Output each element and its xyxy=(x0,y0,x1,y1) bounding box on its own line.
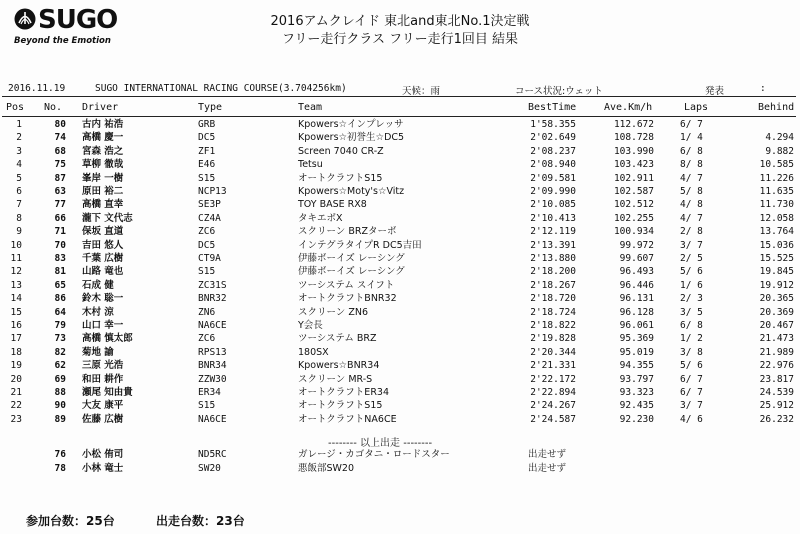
cell-no: 63 xyxy=(54,186,66,197)
cell-laps: 5/ 8 xyxy=(680,186,703,197)
cell-pos: 6 xyxy=(16,186,22,197)
cell-behind: 12.058 xyxy=(759,212,794,224)
cell-besttime: 2'10.085 xyxy=(530,199,576,211)
cell-besttime: 2'09.581 xyxy=(530,172,576,184)
cell-laps: 5/ 6 xyxy=(680,360,703,372)
cell-driver: 鈴木 聡一 xyxy=(82,293,124,305)
cell-behind: 11.730 xyxy=(759,199,794,211)
table-row xyxy=(0,225,800,238)
cell-besttime: 2'12.119 xyxy=(530,226,576,238)
cell-speed: 92.435 xyxy=(619,400,654,412)
cell-driver: 高橋 直幸 xyxy=(82,199,124,211)
table-row xyxy=(0,386,800,399)
cell-team: 180SX xyxy=(298,346,329,358)
cell-besttime: 2'18.822 xyxy=(530,320,576,331)
cell-besttime: 2'19.828 xyxy=(530,333,576,345)
cell-driver: 佐藤 広樹 xyxy=(82,413,124,425)
cell-team: オートクラフトNA6CE xyxy=(298,413,397,425)
cell-no: 76 xyxy=(54,449,66,460)
cell-behind: 24.539 xyxy=(759,387,794,398)
cell-team: ツーシステム BRZ xyxy=(298,333,377,345)
cell-speed: 96.128 xyxy=(619,306,654,318)
announce-time: : xyxy=(760,83,766,94)
cell-laps: 4/ 6 xyxy=(680,413,703,425)
cell-driver: 吉田 悠人 xyxy=(82,239,124,251)
cell-behind: 19.845 xyxy=(759,266,794,278)
brand-tagline: Beyond the Emotion xyxy=(14,36,111,46)
cell-laps: 6/ 8 xyxy=(680,320,703,331)
cell-laps: 8/ 8 xyxy=(680,159,703,171)
cell-besttime: 2'22.172 xyxy=(530,373,576,385)
cell-pos: 4 xyxy=(16,159,22,171)
cell-speed: 93.797 xyxy=(619,373,654,385)
cell-no: 75 xyxy=(54,159,66,171)
cell-laps: 6/ 7 xyxy=(680,387,703,398)
table-row xyxy=(0,212,800,225)
cell-no: 74 xyxy=(54,132,66,144)
col-driver: Driver xyxy=(82,102,119,113)
cell-behind: 23.817 xyxy=(759,373,794,385)
cell-pos: 13 xyxy=(10,279,22,291)
cell-laps: 2/ 3 xyxy=(680,293,703,305)
cell-driver: 菊地 諭 xyxy=(82,346,114,358)
table-row xyxy=(0,239,800,252)
cell-behind: 13.764 xyxy=(759,226,794,238)
cell-no: 88 xyxy=(54,387,66,398)
cell-pos: 14 xyxy=(10,293,22,305)
cell-no: 87 xyxy=(54,172,66,184)
cell-laps: 4/ 8 xyxy=(680,199,703,211)
cell-type: CT9A xyxy=(198,253,221,264)
table-row xyxy=(0,198,800,211)
cell-laps: 1/ 4 xyxy=(680,132,703,144)
cell-besttime: 2'22.894 xyxy=(530,387,576,398)
cell-speed: 102.512 xyxy=(613,199,654,211)
event-title: 2016アムクレイド 東北and東北No.1決定戦 xyxy=(270,14,530,29)
cell-type: GRB xyxy=(198,119,216,130)
course-condition: コース状況:ウェット xyxy=(515,86,603,97)
cell-type: BNR34 xyxy=(198,360,227,372)
cell-besttime: 2'02.649 xyxy=(530,132,576,144)
cell-behind: 21.473 xyxy=(759,333,794,345)
cell-team: スクリーン BRZターボ xyxy=(298,226,397,238)
cell-laps: 1/ 6 xyxy=(680,279,703,291)
table-row xyxy=(0,265,800,278)
cell-team: オートクラフトBNR32 xyxy=(298,293,397,305)
cell-besttime: 2'24.587 xyxy=(530,413,576,425)
cell-team: Screen 7040 CR-Z xyxy=(298,145,384,157)
table-row xyxy=(0,252,800,265)
cell-speed: 96.493 xyxy=(619,266,654,278)
cell-type: S15 xyxy=(198,400,216,412)
cell-no: 71 xyxy=(54,226,66,238)
cell-laps: 6/ 7 xyxy=(680,373,703,385)
cell-no: 78 xyxy=(54,463,66,474)
cell-behind: 11.635 xyxy=(759,186,794,197)
cell-besttime: 2'18.724 xyxy=(530,306,576,318)
cell-team: 伊藤ボーイズ レーシング xyxy=(298,266,405,278)
cell-no: 77 xyxy=(54,199,66,211)
session-title: フリー走行クラス フリー走行1回目 結果 xyxy=(281,32,519,47)
cell-no: 86 xyxy=(54,293,66,305)
cell-driver: 古内 祐浩 xyxy=(82,119,124,130)
cell-driver: 小松 侑司 xyxy=(82,449,124,460)
cell-type: SE3P xyxy=(198,199,221,211)
table-row xyxy=(0,145,800,158)
col-pos: Pos xyxy=(6,102,25,113)
cell-driver: 保坂 直道 xyxy=(82,226,124,238)
cell-type: S15 xyxy=(198,172,216,184)
cell-besttime: 2'18.267 xyxy=(530,279,576,291)
brand-name: SUGO xyxy=(38,5,118,35)
cell-no: 65 xyxy=(54,279,66,291)
entries-count: 参加台数：25台 xyxy=(26,514,115,528)
col-team: Team xyxy=(298,102,323,113)
cell-type: RPS13 xyxy=(198,346,227,358)
cell-behind: 21.989 xyxy=(759,346,794,358)
cell-speed: 94.355 xyxy=(619,360,654,372)
table-row xyxy=(0,413,800,426)
cell-pos: 22 xyxy=(10,400,22,412)
cell-team: ガレージ・カゴタニ・ロードスター xyxy=(298,449,450,460)
cell-pos: 23 xyxy=(10,413,22,425)
race-date: 2016.11.19 xyxy=(8,83,66,94)
cell-type: BNR32 xyxy=(198,293,227,305)
cell-pos: 1 xyxy=(16,119,22,130)
header-top-rule xyxy=(2,96,796,97)
cell-laps: 5/ 6 xyxy=(680,266,703,278)
cell-driver: 大友 康平 xyxy=(82,400,124,412)
cell-speed: 112.672 xyxy=(613,119,654,130)
table-row xyxy=(0,118,800,131)
cell-driver: 三原 光浩 xyxy=(82,360,124,372)
cell-behind: 15.036 xyxy=(759,239,794,251)
cell-laps: 2/ 5 xyxy=(680,253,703,264)
cell-driver: 高橋 慶一 xyxy=(82,132,124,144)
cell-besttime: 2'13.880 xyxy=(530,253,576,264)
cell-driver: 高橋 慎太郎 xyxy=(82,333,133,345)
table-row xyxy=(0,359,800,372)
cell-team: Y会長 xyxy=(298,320,323,331)
cell-pos: 11 xyxy=(10,253,22,264)
table-row xyxy=(0,158,800,171)
cell-team: 伊藤ボーイズ レーシング xyxy=(298,253,405,264)
cell-pos: 10 xyxy=(10,239,22,251)
cell-team: スクリーン ZN6 xyxy=(298,306,368,318)
cell-pos: 8 xyxy=(16,212,22,224)
cell-behind: 22.976 xyxy=(759,360,794,372)
cell-type: ZN6 xyxy=(198,306,216,318)
cell-laps: 4/ 7 xyxy=(680,172,703,184)
cell-laps: 3/ 8 xyxy=(680,346,703,358)
cell-speed: 103.423 xyxy=(613,159,654,171)
cell-no: 69 xyxy=(54,373,66,385)
cell-no: 73 xyxy=(54,333,66,345)
cell-laps: 6/ 7 xyxy=(680,119,703,130)
cell-pos: 21 xyxy=(10,387,22,398)
cell-type: ZZW30 xyxy=(198,373,227,385)
cell-besttime: 1'58.355 xyxy=(530,119,576,130)
cell-driver: 山路 竜也 xyxy=(82,266,124,278)
cell-no: 64 xyxy=(54,306,66,318)
cell-type: DC5 xyxy=(198,239,216,251)
cell-laps: 3/ 7 xyxy=(680,239,703,251)
cell-driver: 瀬尾 知由貴 xyxy=(82,387,133,398)
cell-type: ZC31S xyxy=(198,279,227,291)
cell-team: Kpowers☆BNR34 xyxy=(298,360,380,372)
cell-behind: 20.369 xyxy=(759,306,794,318)
cell-no: 80 xyxy=(54,119,66,130)
cell-no: 68 xyxy=(54,145,66,157)
table-row xyxy=(0,292,800,305)
cell-team: オートクラフトS15 xyxy=(298,172,383,184)
cell-driver: 峯岸 一樹 xyxy=(82,172,124,184)
cell-speed: 95.369 xyxy=(619,333,654,345)
table-row xyxy=(0,373,800,386)
cell-pos: 16 xyxy=(10,320,22,331)
cell-laps: 1/ 2 xyxy=(680,333,703,345)
cell-team: Tetsu xyxy=(298,159,323,171)
cell-laps: 6/ 8 xyxy=(680,145,703,157)
cell-laps: 2/ 8 xyxy=(680,226,703,238)
cell-speed: 96.131 xyxy=(619,293,654,305)
table-row xyxy=(0,448,800,461)
cell-type: ND5RC xyxy=(198,449,227,460)
cell-type: ZC6 xyxy=(198,226,216,238)
cell-besttime: 2'20.344 xyxy=(530,346,576,358)
starters-count: 出走台数：23台 xyxy=(156,514,245,528)
cell-behind: 4.294 xyxy=(765,132,794,144)
cell-type: SW20 xyxy=(198,463,221,474)
cell-besttime: 2'21.331 xyxy=(530,360,576,372)
cell-behind: 15.525 xyxy=(759,253,794,264)
table-row xyxy=(0,185,800,198)
cell-driver: 千葉 広樹 xyxy=(82,253,124,264)
cell-pos: 18 xyxy=(10,346,22,358)
table-row xyxy=(0,332,800,345)
col-no: No. xyxy=(44,102,63,113)
cell-pos: 19 xyxy=(10,360,22,372)
cell-laps: 4/ 7 xyxy=(680,212,703,224)
col-type: Type xyxy=(198,102,223,113)
cell-team: TOY BASE RX8 xyxy=(298,199,367,211)
cell-type: DC5 xyxy=(198,132,216,144)
cell-pos: 12 xyxy=(10,266,22,278)
cell-driver: 瀧下 文代志 xyxy=(82,212,133,224)
cell-behind: 26.232 xyxy=(759,413,794,425)
cell-pos: 3 xyxy=(16,145,22,157)
table-row xyxy=(0,462,800,475)
cell-speed: 102.587 xyxy=(613,186,654,197)
cell-type: ER34 xyxy=(198,387,221,398)
cell-team: タキエボX xyxy=(298,212,343,224)
cell-besttime: 2'09.990 xyxy=(530,186,576,197)
cell-team: オートクラフトS15 xyxy=(298,400,383,412)
cell-driver: 原田 裕二 xyxy=(82,186,124,197)
weather: 天候：雨 xyxy=(402,86,441,97)
col-speed: Ave.Km/h xyxy=(604,102,653,113)
cell-speed: 103.990 xyxy=(613,145,654,157)
cell-no: 83 xyxy=(54,253,66,264)
cell-driver: 山口 幸一 xyxy=(82,320,124,331)
table-row xyxy=(0,172,800,185)
table-row xyxy=(0,131,800,144)
announce-label: 発表 xyxy=(705,86,725,97)
cell-laps: 3/ 5 xyxy=(680,306,703,318)
cell-speed: 102.911 xyxy=(613,172,654,184)
cell-speed: 96.061 xyxy=(619,320,654,331)
cell-driver: 和田 耕作 xyxy=(82,373,124,385)
cell-driver: 木村 涼 xyxy=(82,306,114,318)
col-besttime: BestTime xyxy=(528,102,577,113)
cell-speed: 100.934 xyxy=(613,226,654,238)
cell-besttime: 2'13.391 xyxy=(530,239,576,251)
cell-team: オートクラフトER34 xyxy=(298,387,390,398)
table-row xyxy=(0,319,800,332)
cell-no: 89 xyxy=(54,413,66,425)
cell-no: 70 xyxy=(54,239,66,251)
cell-no: 90 xyxy=(54,400,66,412)
cell-besttime: 2'18.720 xyxy=(530,293,576,305)
cell-behind: 9.882 xyxy=(765,145,794,157)
cell-behind: 19.912 xyxy=(759,279,794,291)
cell-behind: 20.365 xyxy=(759,293,794,305)
cell-team: Kpowers☆初誉生☆DC5 xyxy=(298,132,405,144)
cell-speed: 99.607 xyxy=(619,253,654,264)
cell-besttime: 出走せず xyxy=(528,463,567,474)
cell-driver: 草柳 徹哉 xyxy=(82,159,124,171)
cell-speed: 96.446 xyxy=(619,279,654,291)
cell-besttime: 2'10.413 xyxy=(530,212,576,224)
course-name: SUGO INTERNATIONAL RACING COURSE(3.704256km) xyxy=(95,83,347,94)
col-behind: Behind xyxy=(758,102,795,113)
cell-pos: 7 xyxy=(16,199,22,211)
cell-no: 81 xyxy=(54,266,66,278)
cell-speed: 99.972 xyxy=(619,239,654,251)
cell-driver: 石成 健 xyxy=(82,279,114,291)
cell-team: ツーシステム スイフト xyxy=(298,279,395,291)
cell-driver: 小林 竜士 xyxy=(82,463,124,474)
cell-behind: 20.467 xyxy=(759,320,794,331)
cell-behind: 10.585 xyxy=(759,159,794,171)
cell-speed: 95.019 xyxy=(619,346,654,358)
cell-type: NA6CE xyxy=(198,320,227,331)
cell-behind: 11.226 xyxy=(759,172,794,184)
cell-besttime: 2'08.237 xyxy=(530,145,576,157)
cell-type: S15 xyxy=(198,266,216,278)
cell-type: E46 xyxy=(198,159,216,171)
started-separator: -------- 以上出走 -------- xyxy=(328,438,433,449)
cell-speed: 93.323 xyxy=(619,387,654,398)
cell-team: Kpowers☆インプレッサ xyxy=(298,119,404,130)
cell-besttime: 2'18.200 xyxy=(530,266,576,278)
cell-type: ZF1 xyxy=(198,145,216,157)
cell-pos: 20 xyxy=(10,373,22,385)
cell-speed: 108.728 xyxy=(613,132,654,144)
cell-team: 悪飯部SW20 xyxy=(298,463,355,474)
cell-type: CZ4A xyxy=(198,212,221,224)
cell-team: スクリーン MR-S xyxy=(298,373,373,385)
table-row xyxy=(0,306,800,319)
table-row xyxy=(0,279,800,292)
cell-type: ZC6 xyxy=(198,333,216,345)
cell-besttime: 出走せず xyxy=(528,449,567,460)
col-laps: Laps xyxy=(684,102,709,113)
cell-besttime: 2'24.267 xyxy=(530,400,576,412)
cell-type: NCP13 xyxy=(198,186,227,197)
table-row xyxy=(0,399,800,412)
cell-no: 66 xyxy=(54,212,66,224)
cell-speed: 102.255 xyxy=(613,212,654,224)
cell-no: 82 xyxy=(54,346,66,358)
cell-besttime: 2'08.940 xyxy=(530,159,576,171)
cell-laps: 3/ 7 xyxy=(680,400,703,412)
cell-no: 62 xyxy=(54,360,66,372)
cell-team: インテグラタイプR DC5吉田 xyxy=(298,239,422,251)
cell-speed: 92.230 xyxy=(619,413,654,425)
cell-pos: 2 xyxy=(16,132,22,144)
cell-pos: 17 xyxy=(10,333,22,345)
cell-pos: 5 xyxy=(16,172,22,184)
cell-behind: 25.912 xyxy=(759,400,794,412)
cell-driver: 宮森 浩之 xyxy=(82,145,124,157)
cell-pos: 9 xyxy=(16,226,22,238)
header-bottom-rule xyxy=(2,116,796,117)
cell-type: NA6CE xyxy=(198,413,227,425)
cell-pos: 15 xyxy=(10,306,22,318)
cell-team: Kpowers☆Moty's☆Vitz xyxy=(298,186,405,197)
table-row xyxy=(0,346,800,359)
cell-no: 79 xyxy=(54,320,66,331)
